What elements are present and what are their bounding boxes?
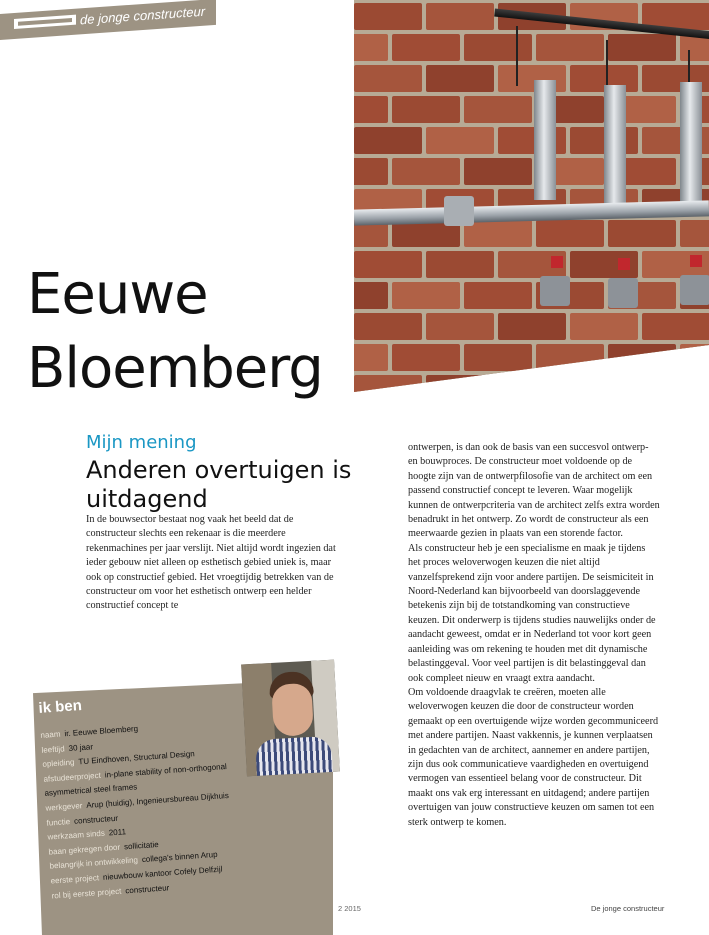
profile-row-label: leeftijd bbox=[41, 743, 65, 755]
profile-row-label: naam bbox=[40, 729, 61, 740]
profile-row-label: werkgever bbox=[45, 801, 83, 813]
section-label: de jonge constructeur bbox=[80, 3, 206, 28]
body-column-left bbox=[86, 513, 341, 614]
profile-row-value: nieuwbouw kantoor Cofely Delfzijl bbox=[102, 864, 223, 882]
profile-row-label: baan gekregen door bbox=[48, 842, 121, 857]
footer-section-label: De jonge constructeur bbox=[591, 904, 665, 913]
article-subtitle: Anderen overtuigen is uitdagend bbox=[86, 456, 352, 513]
body-paragraph: Om voldoende draagvlak te creëren, moeten alle weloverwogen keuzen die door de constructeur worden gemaakt op een overtuigende wijze worden gecommuniceerd met andere partijen. Naast vakkennis, je kunnen verplaatsen in gedachten van de architect, aannemer en andere partijen, zijn dus ook communicatieve vaardigheden en overtuigend vermogen van essentieel belang voor de constructeur. Dit maakt ons vak erg interessant en uitdagend; andere partijen overtuigen van jouw constructieve keuzen om samen tot een sterk ontwerp te komen. bbox=[408, 686, 659, 828]
body-column-right bbox=[408, 441, 660, 830]
profile-card bbox=[38, 680, 342, 904]
profile-rows bbox=[40, 709, 342, 904]
profile-row-label: functie bbox=[46, 816, 71, 828]
body-paragraph: In de bouwsector bestaat nog vaak het beeld dat de constructeur slechts een rekenaar is die meerdere rekenmachines per jaar verslijt. Niet altijd wordt ingezien dat ieder gebouw niet alleen op esthetisch gebied uniek is, maar ook op constructief gebied. Het vroegtijdig betrekken van de constructeur om voor het esthetisch ontwerp een helder constructief concept te bbox=[86, 514, 336, 612]
profile-row-value: asymmetrical steel frames bbox=[44, 782, 138, 799]
profile-row-label: opleiding bbox=[42, 757, 75, 770]
profile-row-label: rol bij eerste project bbox=[51, 886, 122, 901]
profile-row-value: constructeur bbox=[124, 882, 170, 895]
profile-row-label: werkzaam sinds bbox=[47, 828, 106, 842]
column-kicker: Mijn mening bbox=[86, 432, 197, 453]
profile-row-label: afstudeerproject bbox=[43, 770, 102, 784]
headline-line1: Eeuwe bbox=[27, 262, 208, 327]
profile-row-value: in-plane stability of non-orthogonal bbox=[104, 761, 228, 780]
profile-row-label: eerste project bbox=[50, 873, 100, 886]
profile-row-value: Arup (huidig), Ingenieursbureau Dijkhuis bbox=[86, 790, 230, 810]
body-paragraph: Als constructeur heb je een specialisme en maak je tijdens het proces weloverwogen keuzen die niet altijd vanzelfsprekend zijn voor andere partijen. De seismiciteit in Noord-Nederland kan bijvoorbeeld van doorslaggevende betekenis zijn bij de totstandkoming van constructieve keuzen. Dit onderwerp is tijdens studies nauwelijks onder de aandacht geweest, omdat er in Nederland tot voor kort geen aanleiding was om rekening te houden met dit dynamische belastinggeval. Voor veel partijen is dit belastinggeval dan ook compleet nieuw en vraagt extra aandacht. bbox=[408, 542, 656, 684]
cement-logo bbox=[14, 15, 76, 29]
profile-row-value: ir. Eeuwe Bloemberg bbox=[64, 724, 139, 739]
profile-row-value: 30 jaar bbox=[68, 741, 94, 753]
profile-row-value: collega's binnen Arup bbox=[141, 850, 218, 865]
profile-row-value: 2011 bbox=[108, 827, 127, 838]
profile-row-value: TU Eindhoven, Structural Design bbox=[78, 749, 195, 767]
hero-photo bbox=[354, 0, 709, 392]
article-headline bbox=[27, 258, 323, 406]
section-badge bbox=[0, 0, 216, 40]
issue-number: 2 2015 bbox=[338, 904, 361, 913]
profile-row-value: constructeur bbox=[73, 813, 119, 826]
profile-row-label: belangrijk in ontwikkeling bbox=[49, 855, 139, 871]
headline-line2: Bloemberg bbox=[27, 336, 323, 401]
profile-row-value: sollicitatie bbox=[123, 839, 159, 852]
profile-title: ik ben bbox=[38, 696, 83, 717]
body-paragraph: ontwerpen, is dan ook de basis van een succesvol ontwerp- en bouwproces. De constructeur moet voldoende op de hoogte zijn van de ontwerpfilosofie van de architect om een passend constructief concept te leveren. Waar mogelijk kunnen de ontwerpcriteria van de architect zelfs extra worden benadrukt in het ontwerp. Zo wordt de constructeur als een meerwaarde gezien in plaats van een storende factor. bbox=[408, 442, 660, 540]
